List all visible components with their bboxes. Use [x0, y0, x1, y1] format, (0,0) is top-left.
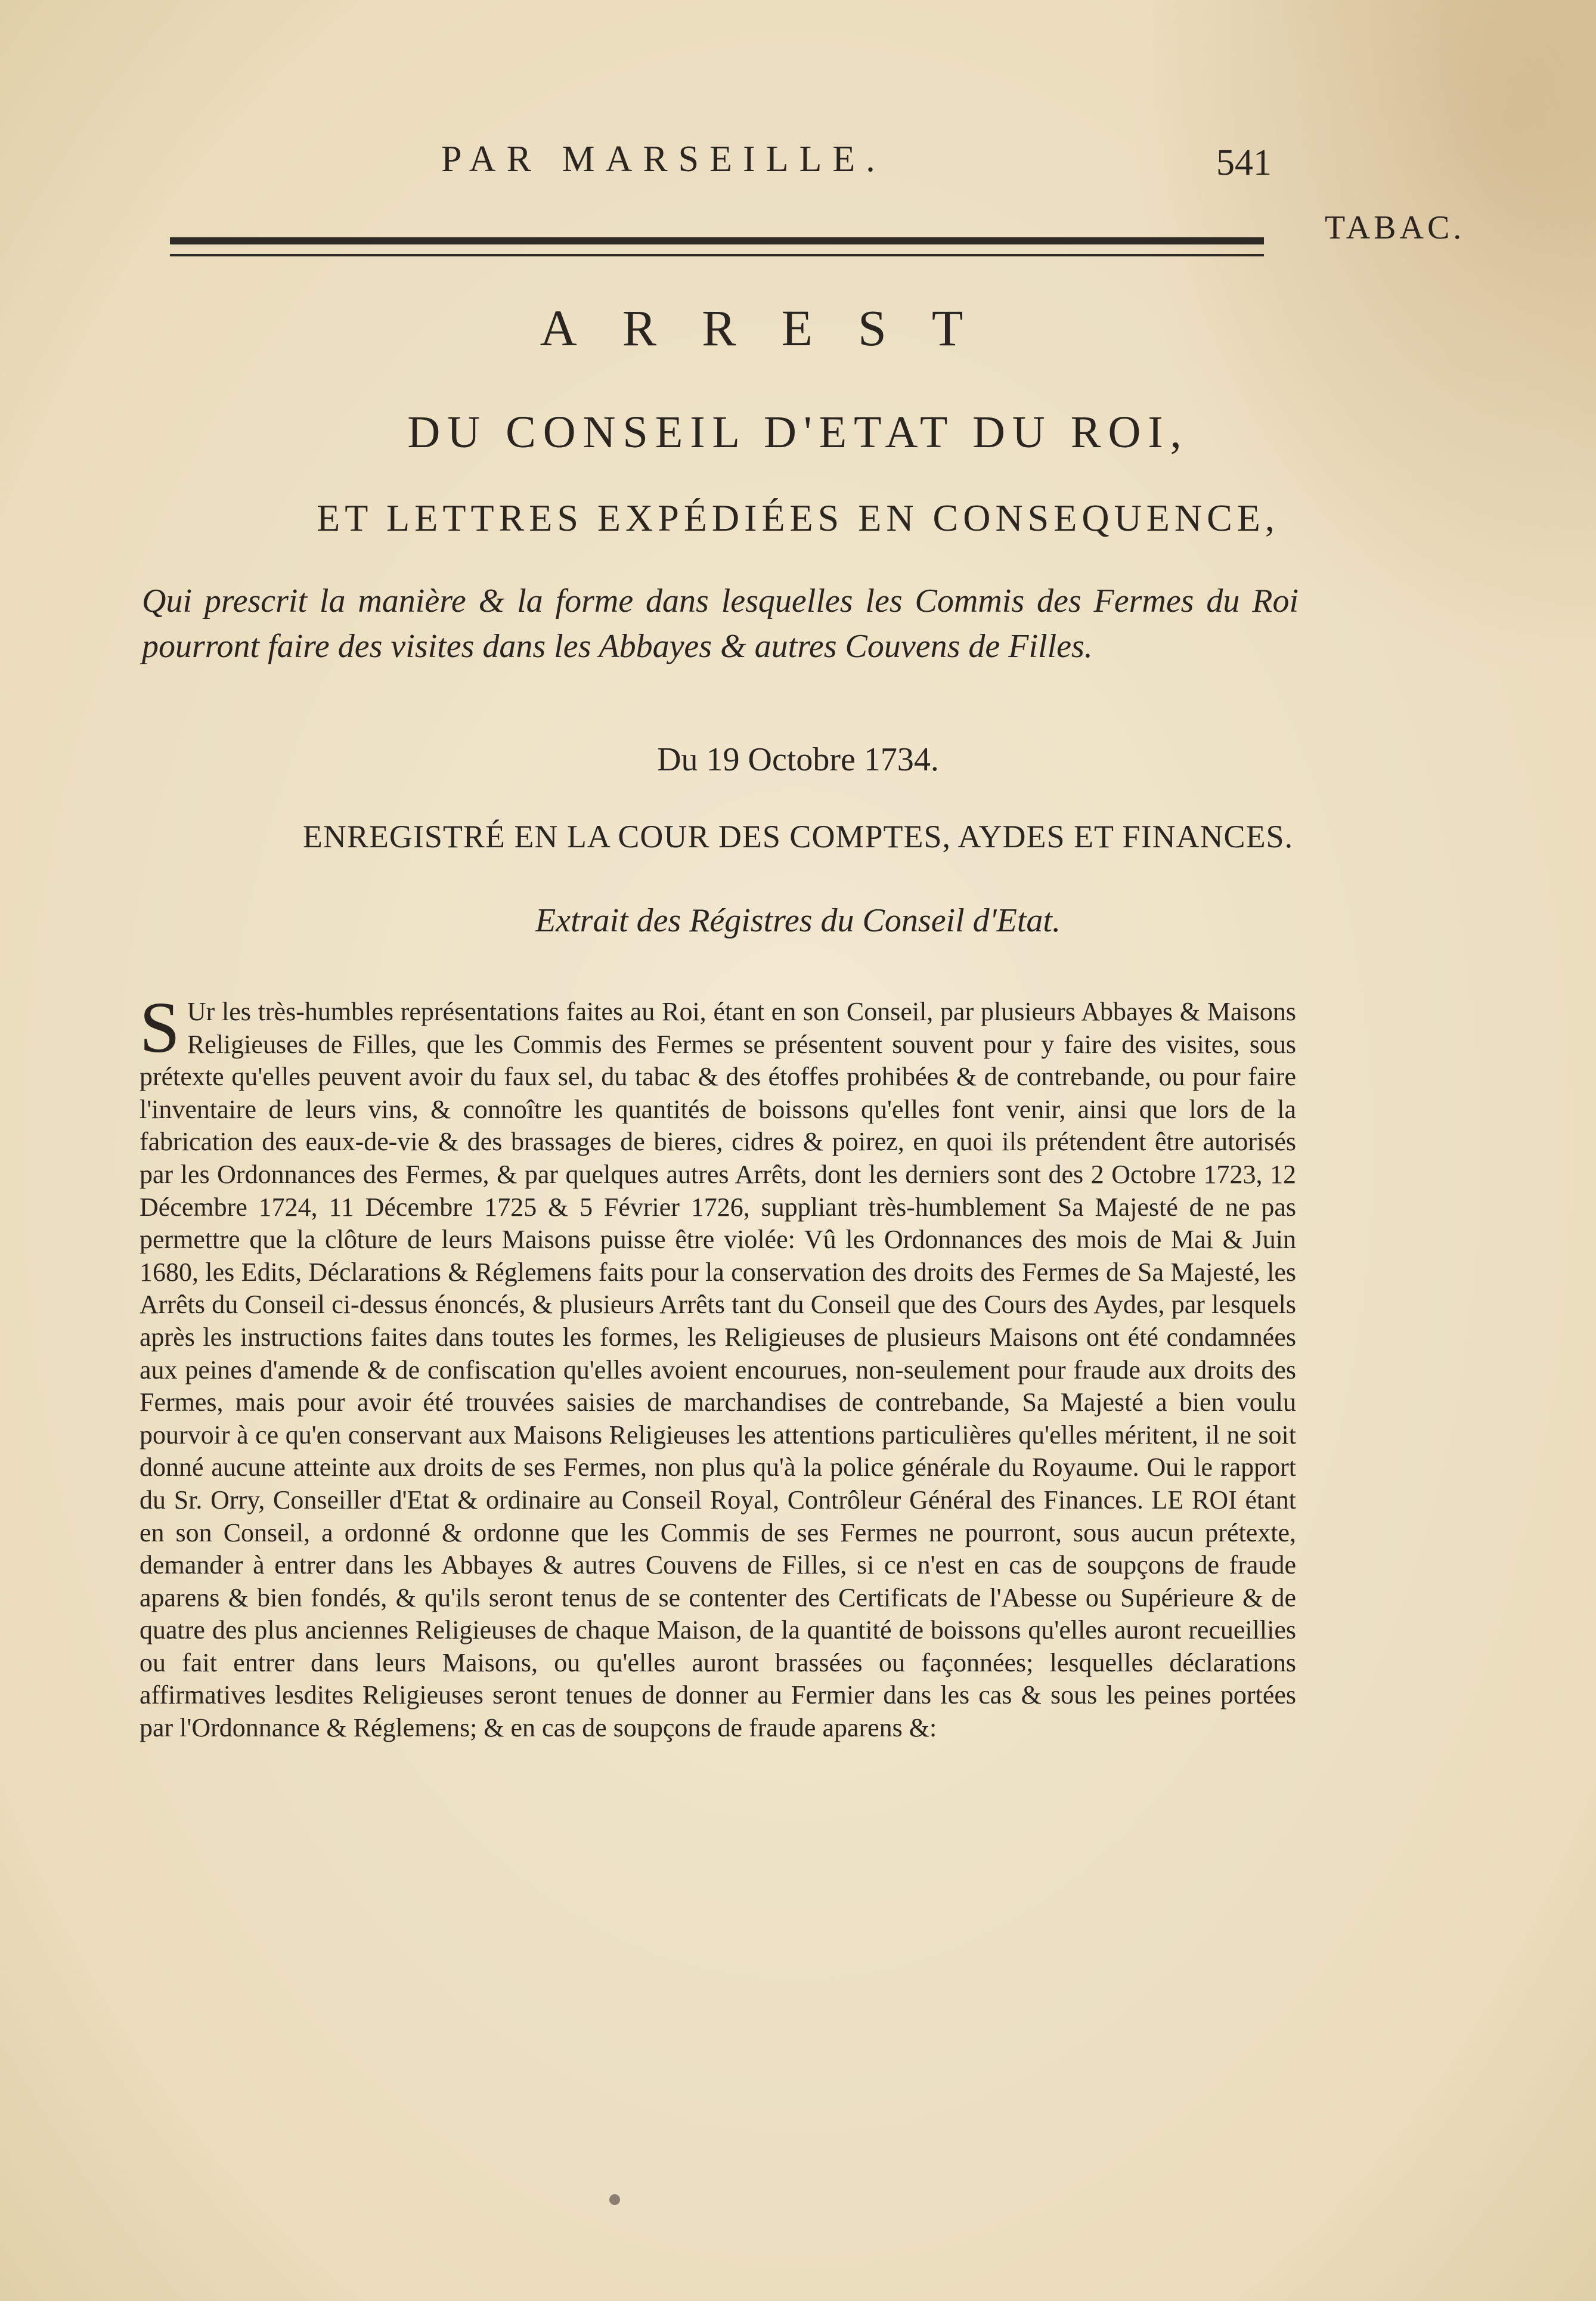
title-conseil: DU CONSEIL D'ETAT DU ROI,: [407, 407, 1189, 457]
body-text: Ur les très-humbles représentations faites au Roi, étant en son Conseil, par plusieurs Abbayes & Maisons Religieuses de Filles, que les Commis des Fermes se présentent souvent pour y faire des visites, sous prétexte qu'elles peuvent avoir du faux sel, du tabac & des étoffes prohibées & de contrebande, ou pour faire l'inventaire de leurs vins, & connoître les quantités de boissons qu'elles font venir, ainsi que lors de la fabrication des eaux-de-vie & des brassages de bieres, cidres & poirez, en quoi ils prétendent être autorisés par les Ordonnances des Fermes, & par quelques autres Arrêts, dont les derniers sont des 2 Octobre 1723, 12 Décembre 1724, 11 Décembre 1725 & 5 Février 1726, suppliant très-humblement Sa Majesté de ne pas permettre que la clôture de leurs Maisons puisse être violée: Vû les Ordonnances des mois de Mai & Juin 1680, les Edits, Déclarations & Réglemens faits pour la conservation des droits des Fermes de Sa Majesté, les Arrêts du Conseil ci-dessus énoncés, & plusieurs Arrêts tant du Conseil que des Cours des Aydes, par lesquels après les instructions faites dans toutes les formes, les Religieuses de plusieurs Maisons ont été condamnées aux peines d'amende & de confiscation qu'elles avoient encourues, non-seulement pour fraude aux droits des Fermes, mais pour avoir été trouvées saisies de marchandises de contrebande, Sa Majesté a bien voulu pourvoir à ce qu'en conservant aux Maisons Religieuses les attentions particulières qu'elles méritent, il ne soit donné aucune atteinte aux droits de ses Fermes, non plus qu'à la police générale du Royaume. Oui le rapport du Sr. Orry, Conseiller d'Etat & ordinaire au Conseil Royal, Contrôleur Général des Finances. LE ROI étant en son Conseil, a ordonné & ordonne que les Commis de ses Fermes ne pourront, sous aucun prétexte, demander à entrer dans les Abbayes & autres Couvens de Filles, si ce n'est en cas de soupçons de fraude aparens & bien fondés, & qu'ils seront tenus de se contenter des Certificats de l'Abesse ou Supérieure & de quatre des plus anciennes Religieuses de chaque Maison, de la quantité de boissons qu'elles auront recueillies ou fait entrer dans leurs Maisons, ou qu'elles auront brassées ou façonnées; lesquelles déclarations affirmatives lesdites Religieuses seront tenues de donner au Fermier dans les cas & sous les peines portées par l'Ordonnance & Réglemens; & en cas de soupçons de fraude aparens &:: [140, 997, 1296, 1743]
header-rule-thin: [170, 254, 1264, 256]
date-line: Du 19 Octobre 1734.: [657, 741, 939, 778]
page-number: 541: [1216, 143, 1272, 183]
drop-cap: S: [140, 987, 180, 1068]
header-rule-thick: [170, 237, 1264, 244]
summary: Qui prescrit la manière & la forme dans lesquelles les Commis des Fermes du Roi pourront faire des visites dans les Abbayes & autres Couvens de Filles.: [142, 583, 1299, 665]
ink-spot: [609, 2194, 620, 2205]
running-head: PAR MARSEILLE.: [441, 139, 886, 179]
registration-line: ENREGISTRÉ EN LA COUR DES COMPTES, AYDES ET FINANCES.: [302, 819, 1294, 854]
marginal-note: TABAC.: [1325, 209, 1465, 246]
extract-line: Extrait des Régistres du Conseil d'Etat.: [535, 902, 1061, 939]
title-arrest: ARREST: [540, 299, 1009, 357]
body-paragraph: [140, 987, 1296, 1745]
title-lettres: ET LETTRES EXPÉDIÉES EN CONSEQUENCE,: [317, 497, 1279, 539]
